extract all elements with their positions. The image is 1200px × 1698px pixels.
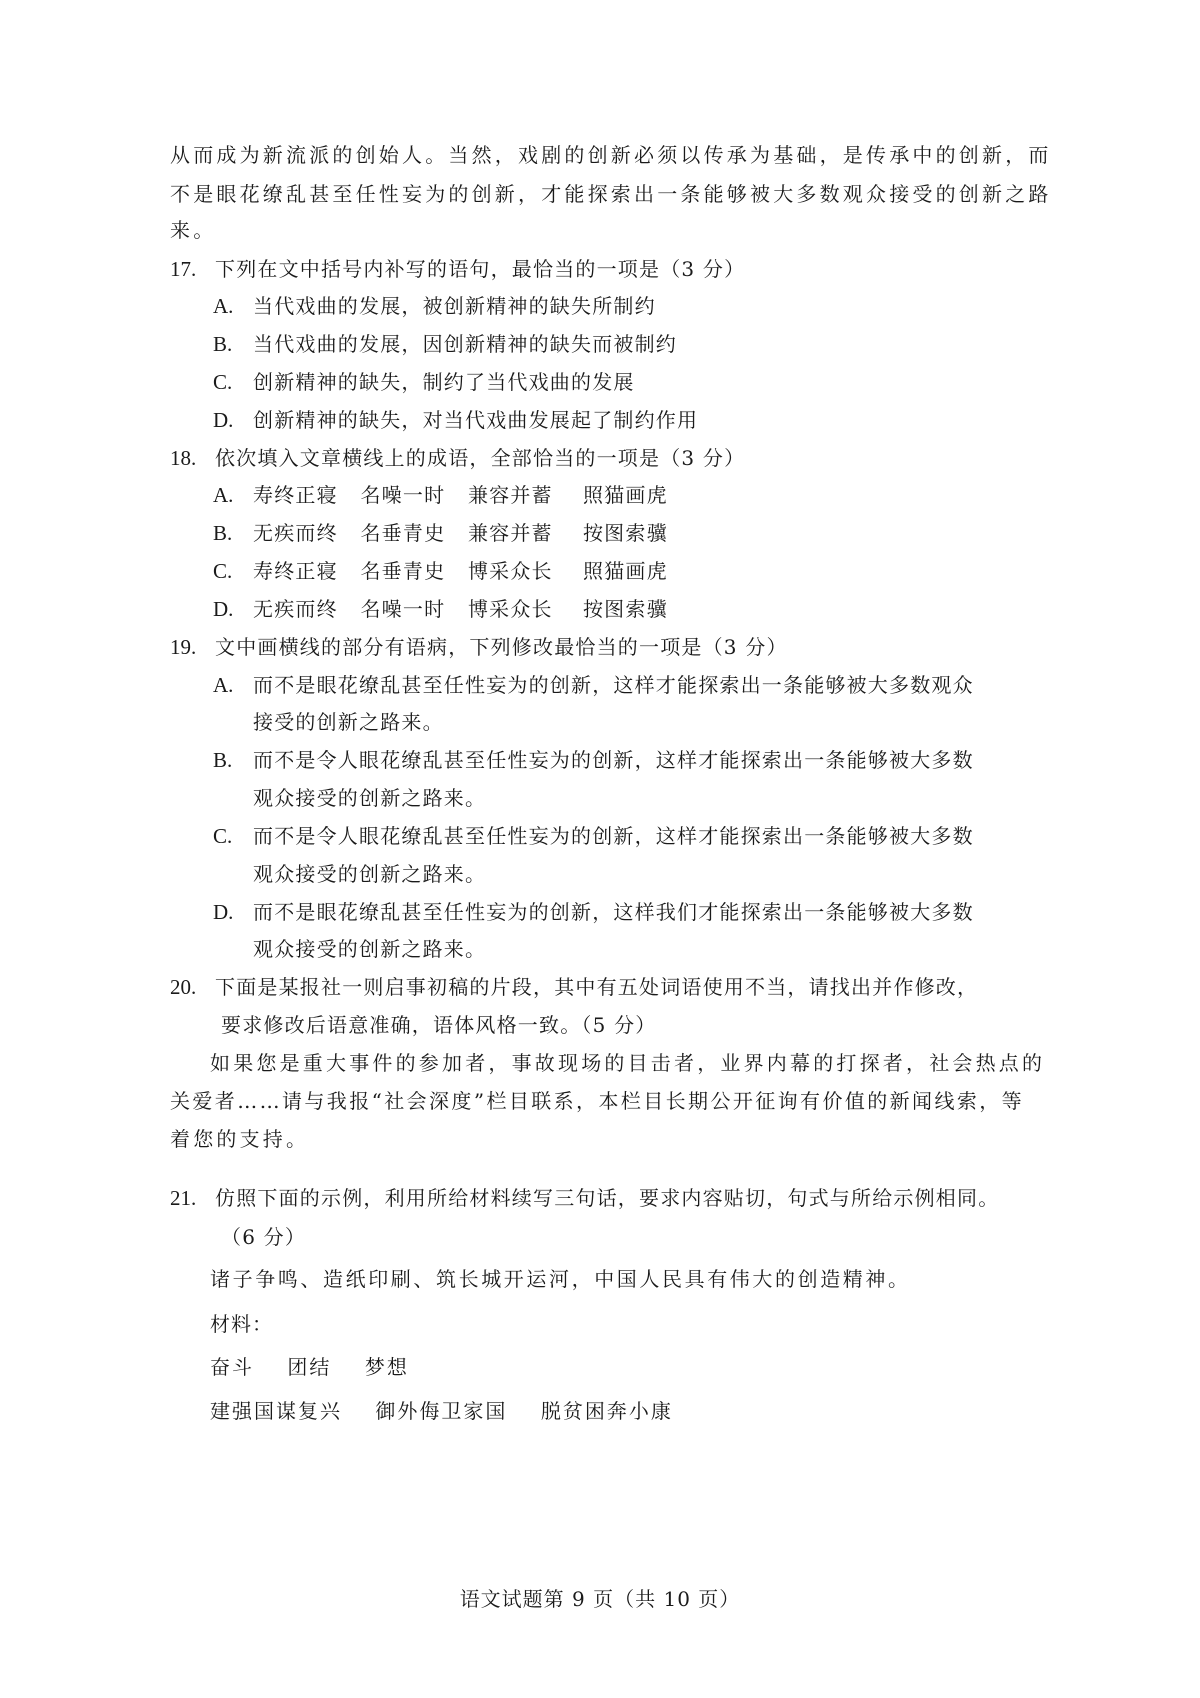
question-number: 17. [170, 257, 197, 281]
example-sentence: 诸子争鸣、造纸印刷、筑长城开运河，中国人民具有伟大的创造精神。 [210, 1267, 911, 1291]
question-number: 19. [170, 635, 197, 659]
option-label: C. [213, 370, 233, 394]
material-words: 奋斗 团结 梦想 [210, 1355, 409, 1379]
option-text: 无疾而终 名垂青史 兼容并蓄 按图索骥 [253, 521, 668, 545]
option-text: 观众接受的创新之路来。 [253, 937, 487, 961]
option-label: B. [213, 332, 233, 356]
passage-line: 来。 [170, 218, 217, 242]
option-text: 观众接受的创新之路来。 [253, 786, 487, 810]
option-text: 而不是令人眼花缭乱甚至任性妄为的创新，这样才能探索出一条能够被大多数 [253, 824, 974, 848]
question-stem: （6 分） [221, 1225, 307, 1249]
question-stem: 依次填入文章横线上的成语，全部恰当的一项是（3 分） [215, 446, 746, 470]
option-text: 寿终正寝 名噪一时 兼容并蓄 照猫画虎 [253, 483, 668, 507]
option-text: 而不是眼花缭乱甚至任性妄为的创新，这样才能探索出一条能够被大多数观众 [253, 673, 974, 697]
option-text: 而不是眼花缭乱甚至任性妄为的创新，这样我们才能探索出一条能够被大多数 [253, 900, 974, 924]
question-stem: 仿照下面的示例，利用所给材料续写三句话，要求内容贴切，句式与所给示例相同。 [215, 1186, 1000, 1210]
option-text: 接受的创新之路来。 [253, 710, 444, 734]
passage-line: 不是眼花缭乱甚至任性妄为的创新，才能探索出一条能够被大多数观众接受的创新之路 [170, 182, 1052, 206]
option-label: D. [213, 597, 234, 621]
option-text: 寿终正寝 名垂青史 博采众长 照猫画虎 [253, 559, 668, 583]
option-text: 当代戏曲的发展，因创新精神的缺失而被制约 [253, 332, 677, 356]
question-number: 20. [170, 975, 197, 999]
option-label: B. [213, 521, 233, 545]
option-label: B. [213, 748, 233, 772]
option-label: D. [213, 408, 234, 432]
question-number: 18. [170, 446, 197, 470]
page-footer: 语文试题第 9 页（共 10 页） [459, 1587, 741, 1611]
notice-line: 如果您是重大事件的参加者，事故现场的目击者，业界内幕的打探者，社会热点的 [210, 1051, 1046, 1075]
option-label: C. [213, 824, 233, 848]
question-number: 21. [170, 1186, 197, 1210]
question-stem: 要求修改后语意准确，语体风格一致。（5 分） [221, 1013, 657, 1037]
option-label: D. [213, 900, 234, 924]
option-label: C. [213, 559, 233, 583]
question-stem: 下面是某报社一则启事初稿的片段，其中有五处词语使用不当，请找出并作修改， [215, 975, 979, 999]
option-text: 而不是令人眼花缭乱甚至任性妄为的创新，这样才能探索出一条能够被大多数 [253, 748, 974, 772]
option-text: 观众接受的创新之路来。 [253, 862, 487, 886]
option-label: A. [213, 294, 234, 318]
material-label: 材料： [210, 1312, 273, 1336]
question-stem: 下列在文中括号内补写的语句，最恰当的一项是（3 分） [215, 257, 746, 281]
question-stem: 文中画横线的部分有语病，下列修改最恰当的一项是（3 分） [215, 635, 788, 659]
notice-line: 着您的支持。 [170, 1127, 310, 1151]
option-label: A. [213, 483, 234, 507]
option-text: 创新精神的缺失，对当代戏曲发展起了制约作用 [253, 408, 699, 432]
option-text: 创新精神的缺失，制约了当代戏曲的发展 [253, 370, 635, 394]
option-text: 无疾而终 名噪一时 博采众长 按图索骥 [253, 597, 668, 621]
passage-line: 从而成为新流派的创始人。当然，戏剧的创新必须以传承为基础，是传承中的创新，而 [170, 143, 1052, 167]
notice-line: 关爱者……请与我报“社会深度”栏目联系，本栏目长期公开征询有价值的新闻线索，等 [170, 1089, 1025, 1113]
option-label: A. [213, 673, 234, 697]
material-phrases: 建强国谋复兴 御外侮卫家国 脱贫困奔小康 [210, 1399, 673, 1423]
option-text: 当代戏曲的发展，被创新精神的缺失所制约 [253, 294, 656, 318]
